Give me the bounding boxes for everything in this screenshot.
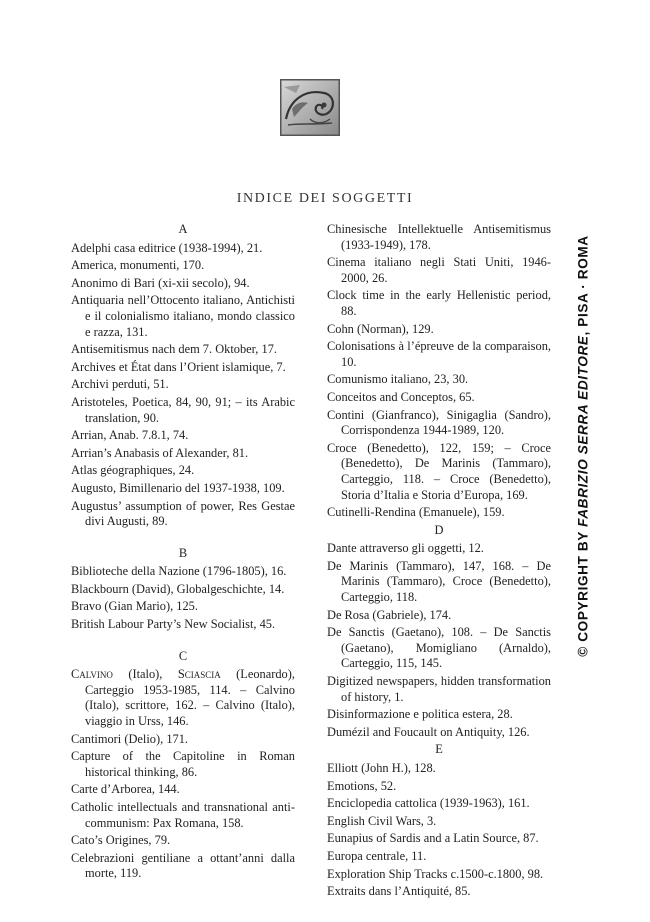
- index-entry: Augustus’ assumption of power, Res Gestae divi Augusti, 89.: [71, 498, 295, 529]
- index-entry: Comunismo italiano, 23, 30.: [327, 372, 469, 387]
- index-entry: De Sanctis (Gaetano), 108. – De Sanctis (Gaetano), Momigliano (Arnaldo), Carteggio, 115, 145.: [327, 625, 551, 671]
- index-entry: English Civil Wars, 3.: [327, 813, 437, 828]
- index-entry: Europa centrale, 11.: [327, 848, 427, 863]
- index-entry: Eunapius of Sardis and a Latin Source, 87.: [327, 831, 539, 846]
- page-title: INDICE DEI SOGGETTI: [236, 191, 414, 206]
- index-entry: Disinformazione e politica estera, 28.: [327, 707, 513, 722]
- index-entry: Anonimo di Bari (xi-xii secolo), 94.: [71, 275, 250, 290]
- index-entry: Blackbourn (David), Globalgeschichte, 14.: [71, 581, 285, 596]
- index-entry: Clock time in the early Hellenistic period, 88.: [327, 288, 551, 318]
- index-column-right: [327, 222, 551, 902]
- index-entry: Emotions, 52.: [327, 778, 397, 793]
- index-entry: Dumézil and Foucault on Antiquity, 126.: [327, 724, 530, 739]
- index-section-e: [327, 761, 551, 900]
- index-entry: Antiquaria nell’Ottocento italiano, Antichisti e il colonialismo italiano, mondo classico e razza, 131.: [71, 293, 295, 339]
- entry-text: (Italo),: [112, 667, 178, 682]
- ornamental-capital-logo-icon: [280, 79, 340, 136]
- index-section-d: [327, 541, 551, 740]
- entry-text: (Leonardo), Carteggio 1953-1985, 114. – Calvino (Italo), scrittore, 162. – Calvino (Italo), viaggio in Urss, 146.: [85, 667, 295, 729]
- index-entry: Cinema italiano negli Stati Uniti, 1946-2000, 26.: [327, 255, 551, 285]
- index-entry: Cantimori (Delio), 171.: [71, 731, 189, 746]
- index-entry: De Marinis (Tammaro), 147, 168. – De Marinis (Tammaro), Croce (Benedetto), Carteggio, 118.: [327, 558, 551, 605]
- index-entry: Arrian’s Anabasis of Alexander, 81.: [71, 445, 249, 460]
- section-letter-b: B: [178, 545, 188, 560]
- section-letter-e: E: [435, 742, 443, 757]
- copyright-prefix: © COPYRIGHT BY: [575, 526, 591, 657]
- index-section-c-continued: [327, 222, 551, 521]
- index-entry: Exploration Ship Tracks c.1500-c.1800, 98.: [327, 866, 544, 881]
- index-entry: Augusto, Bimillenario del 1937-1938, 109.: [71, 480, 285, 495]
- publisher-name: FABRIZIO SERRA EDITORE: [575, 335, 591, 527]
- index-entry: Celebrazioni gentiliane a ottant’anni dalla morte, 119.: [71, 850, 295, 881]
- index-entry: Colonisations à l’épreuve de la comparaison, 10.: [327, 339, 551, 369]
- index-entry: Carte d’Arborea, 144.: [71, 782, 180, 797]
- index-section-c: [71, 667, 295, 882]
- index-entry: Atlas géographiques, 24.: [71, 463, 195, 478]
- index-entry: Adelphi casa editrice (1938-1994), 21.: [71, 240, 263, 255]
- index-entry: Arrian, Anab. 7.8.1, 74.: [71, 428, 189, 443]
- index-entry: Extraits dans l’Antiquité, 85.: [327, 884, 471, 899]
- section-letter-a: A: [178, 222, 188, 236]
- index-entry: British Labour Party’s New Socialist, 45.: [71, 617, 276, 632]
- index-entry: Contini (Gianfranco), Sinigaglia (Sandro), Corrispondenza 1944-1989, 120.: [327, 407, 551, 438]
- index-section-a: [71, 241, 295, 530]
- author-name: Sciascia: [177, 667, 221, 682]
- index-entry: Cohn (Norman), 129.: [327, 321, 434, 336]
- index-entry: Chinesische Intellektuelle Antisemitismus (1933-1949), 178.: [327, 222, 551, 252]
- index-entry: Archives et État dans l’Orient islamique, 7.: [71, 359, 286, 374]
- index-section-b: [71, 564, 295, 632]
- index-entry: Bravo (Gian Mario), 125.: [71, 599, 198, 614]
- index-entry: America, monumenti, 170.: [71, 258, 205, 273]
- index-entry: De Rosa (Gabriele), 174.: [327, 607, 452, 622]
- index-entry: Dante attraverso gli oggetti, 12.: [327, 541, 484, 556]
- section-letter-c: C: [178, 648, 188, 663]
- index-entry: Croce (Benedetto), 122, 159; – Croce (Benedetto), De Marinis (Tammaro), Carteggio, 118. – Croce (Benedetto), Storia d’Italia e Storia d’Europa, 169.: [327, 440, 551, 502]
- index-entry: Digitized newspapers, hidden transformation of history, 1.: [327, 674, 551, 704]
- index-entry: Conceitos and Conceptos, 65.: [327, 389, 475, 404]
- copyright-notice: [576, 235, 591, 656]
- index-entry: Cutinelli-Rendina (Emanuele), 159.: [327, 505, 505, 520]
- index-entry-calvino: [71, 667, 295, 729]
- section-letter-d: D: [434, 522, 444, 537]
- index-entry: Enciclopedia cattolica (1939-1963), 161.: [327, 796, 530, 811]
- index-entry: Capture of the Capitoline in Roman historical thinking, 86.: [71, 749, 295, 779]
- index-entry: Catholic intellectuals and transnational anti-communism: Pax Romana, 158.: [71, 800, 295, 830]
- index-entry: Aristoteles, Poetica, 84, 90, 91; – its Arabic translation, 90.: [71, 394, 295, 425]
- index-column-left: [71, 222, 295, 884]
- author-name: Calvino: [71, 667, 113, 682]
- index-entry: Biblioteche della Nazione (1796-1805), 16.: [71, 564, 287, 579]
- copyright-suffix: , PISA · ROMA: [575, 235, 591, 336]
- index-entry: Antisemitismus nach dem 7. Oktober, 17.: [71, 342, 277, 357]
- index-entry: Archivi perduti, 51.: [71, 377, 169, 392]
- index-entry: Cato’s Origines, 79.: [71, 833, 171, 848]
- index-entry: Elliott (John H.), 128.: [327, 761, 436, 775]
